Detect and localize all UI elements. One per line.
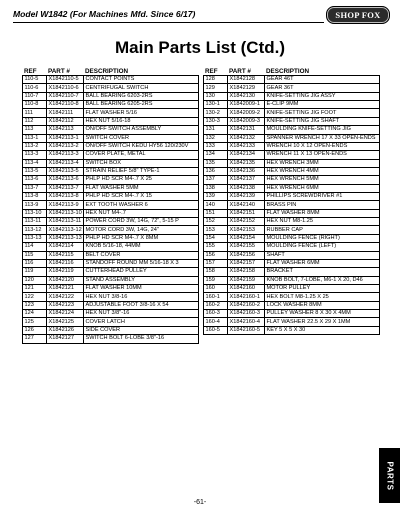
- table-row: [23, 284, 199, 292]
- description-cell: CENTRIFUGAL SWITCH: [84, 84, 199, 92]
- description-cell: POWER CORD 3W, 14G, 72", 5-15 P: [84, 218, 199, 226]
- description-cell: CUTTERHEAD PULLEY: [84, 268, 199, 276]
- table-row: [204, 109, 380, 117]
- table-row: [23, 318, 199, 326]
- ref-cell: 124: [23, 310, 47, 318]
- part-number-cell: X1842121: [47, 284, 84, 292]
- description-column-header: DESCRIPTION: [85, 67, 129, 75]
- ref-cell: 123: [23, 301, 47, 309]
- part-number-cell: X1842113-1: [47, 134, 84, 142]
- part-number-cell: X1842160-2: [228, 301, 265, 309]
- ref-cell: 113-6: [23, 176, 47, 184]
- description-cell: HEX WRENCH 6MM: [265, 184, 380, 192]
- description-cell: STRAIN RELIEF 5/8" TYPE-1: [84, 167, 199, 175]
- part-number-cell: X1842158: [228, 268, 265, 276]
- description-cell: HEX NUT 5/16-18: [84, 117, 199, 125]
- table-row: [204, 142, 380, 150]
- part-number-cell: X1842137: [228, 176, 265, 184]
- table-row: [23, 218, 199, 226]
- table-row: [204, 126, 380, 134]
- parts-table-left: [22, 67, 199, 344]
- part-column-header: PART #: [229, 67, 251, 75]
- part-number-cell: X1842153: [228, 226, 265, 234]
- ref-cell: 125: [23, 318, 47, 326]
- description-cell: FLAT WASHER 22.5 X 29 X 1MM: [265, 318, 380, 326]
- description-cell: HEX WRENCH 3MM: [265, 159, 380, 167]
- table-row: [204, 326, 380, 334]
- ref-cell: 116: [23, 259, 47, 267]
- parts-table-right: [203, 67, 380, 335]
- description-cell: BALL BEARING 6203-2RS: [84, 92, 199, 100]
- part-number-cell: X1842009-1: [228, 101, 265, 109]
- ref-cell: 130-2: [204, 109, 228, 117]
- part-number-cell: X1842135: [228, 159, 265, 167]
- part-number-cell: X1842151: [228, 209, 265, 217]
- table-row: [204, 310, 380, 318]
- table-row: [204, 318, 380, 326]
- table-row: [23, 243, 199, 251]
- ref-cell: 122: [23, 293, 47, 301]
- part-number-cell: X1842009-2: [228, 109, 265, 117]
- part-number-cell: X1842116: [47, 259, 84, 267]
- table-row: [204, 134, 380, 142]
- description-column-header: DESCRIPTION: [266, 67, 310, 75]
- description-cell: KEY 5 X 5 X 30: [265, 326, 380, 334]
- table-row: [23, 226, 199, 234]
- part-number-cell: X1842155: [228, 243, 265, 251]
- description-cell: FLAT WASHER 10MM: [84, 284, 199, 292]
- ref-cell: 160-3: [204, 310, 228, 318]
- table-row: [204, 193, 380, 201]
- part-number-cell: X1842125: [47, 318, 84, 326]
- part-column-header: PART #: [48, 67, 70, 75]
- ref-cell: 160-2: [204, 301, 228, 309]
- table-row: [23, 276, 199, 284]
- table-row: [204, 201, 380, 209]
- part-number-cell: X1842009-3: [228, 117, 265, 125]
- part-number-cell: X1842126: [47, 326, 84, 334]
- description-cell: HEX BOLT M8-1.25 X 25: [265, 293, 380, 301]
- part-number-cell: X1842110-8: [47, 101, 84, 109]
- part-number-cell: X1842113-9: [47, 201, 84, 209]
- ref-cell: 160-4: [204, 318, 228, 326]
- table-row: [204, 301, 380, 309]
- ref-cell: 113-12: [23, 226, 47, 234]
- description-cell: BALL BEARING 6205-2RS: [84, 101, 199, 109]
- table-row: [23, 167, 199, 175]
- description-cell: SPANNER WRENCH 17 X 33 OPEN-ENDS: [265, 134, 380, 142]
- part-number-cell: X1842138: [228, 184, 265, 192]
- description-cell: PHILLIPS SCREWDRIVER #1: [265, 193, 380, 201]
- table-row: [23, 159, 199, 167]
- description-cell: MOTOR PULLEY: [265, 284, 380, 292]
- ref-cell: 160: [204, 284, 228, 292]
- part-number-cell: X1842113-3: [47, 151, 84, 159]
- ref-cell: 129: [204, 84, 228, 92]
- description-cell: MOULDING FENCE (LEFT): [265, 243, 380, 251]
- part-number-cell: X1842113-4: [47, 159, 84, 167]
- description-cell: PHLP HD SCR M4-.7 X 15: [84, 193, 199, 201]
- part-number-cell: X1842140: [228, 201, 265, 209]
- table-row: [23, 293, 199, 301]
- part-number-cell: X1842120: [47, 276, 84, 284]
- description-cell: SWITCH BOLT 6-LOBE 3/8"-16: [84, 335, 199, 343]
- side-tab-label: PARTS: [385, 460, 394, 491]
- page-header: [0, 0, 400, 30]
- ref-cell: 114: [23, 243, 47, 251]
- ref-cell: 110-8: [23, 101, 47, 109]
- ref-cell: 132: [204, 134, 228, 142]
- ref-cell: 153: [204, 226, 228, 234]
- description-cell: KNIFE-SETTING JIG FOOT: [265, 109, 380, 117]
- ref-cell: 113-9: [23, 201, 47, 209]
- description-cell: MOULDING FENCE (RIGHT): [265, 234, 380, 242]
- part-number-cell: X1842113: [47, 126, 84, 134]
- part-number-cell: X1842113-10: [48, 209, 82, 216]
- part-number-cell: X1842131: [228, 126, 265, 134]
- table-row: [23, 268, 199, 276]
- description-cell: KNOB BOLT, 7-LOBE, M6-1 X 20, D46: [265, 276, 380, 284]
- description-cell: ON/OFF SWITCH ASSEMBLY: [84, 126, 199, 134]
- table-row: [23, 142, 199, 150]
- ref-cell: 110-7: [23, 92, 47, 100]
- part-number-cell: X1842113-12: [48, 226, 82, 233]
- ref-cell: 160-1: [204, 293, 228, 301]
- table-row: [204, 226, 380, 234]
- part-number-cell: X1842127: [47, 335, 84, 343]
- part-number-cell: X1842160-4: [228, 318, 265, 326]
- part-number-cell: X1842123: [47, 301, 84, 309]
- part-number-cell: X1842122: [47, 293, 84, 301]
- ref-cell: 113-4: [23, 159, 47, 167]
- description-cell: HEX WRENCH 5MM: [265, 176, 380, 184]
- ref-cell: 138: [204, 184, 228, 192]
- description-cell: STANDOFF ROUND MM 5/16-18 X 3: [84, 259, 199, 267]
- header-rule: [13, 22, 324, 23]
- ref-cell: 137: [204, 176, 228, 184]
- ref-column-header: REF: [24, 67, 37, 75]
- part-number-cell: X1842156: [228, 251, 265, 259]
- description-cell: CONTACT POINTS: [84, 76, 199, 84]
- part-number-cell: X1842124: [47, 310, 84, 318]
- table-row: [23, 234, 199, 242]
- description-cell: PHLP HD SCR M4-.7 X 8MM: [84, 234, 199, 242]
- ref-cell: 130-3: [204, 117, 228, 125]
- ref-cell: 127: [23, 335, 47, 343]
- ref-cell: 151: [204, 209, 228, 217]
- table-row: [204, 92, 380, 100]
- description-cell: SIDE COVER: [84, 326, 199, 334]
- part-number-cell: X1842110-7: [47, 92, 84, 100]
- part-number-cell: X1842159: [228, 276, 265, 284]
- table-row: [23, 335, 199, 343]
- table-row: [23, 326, 199, 334]
- description-cell: BRASS PIN: [265, 201, 380, 209]
- ref-cell: 156: [204, 251, 228, 259]
- part-number-cell: X1842113-5: [47, 167, 84, 175]
- part-number-cell: X1842139: [228, 193, 265, 201]
- ref-cell: 133: [204, 142, 228, 150]
- table-header-row: [204, 67, 380, 76]
- description-cell: KNIFE-SETTING JIG ASSY: [265, 92, 380, 100]
- table-row: [23, 259, 199, 267]
- description-cell: FLAT WASHER 5MM: [84, 184, 199, 192]
- description-cell: GEAR 36T: [265, 84, 380, 92]
- table-row: [23, 92, 199, 100]
- table-row: [23, 251, 199, 259]
- part-number-cell: X1842113-6: [47, 176, 84, 184]
- table-row: [204, 243, 380, 251]
- part-number-cell: X1842113-8: [47, 193, 84, 201]
- ref-cell: 134: [204, 151, 228, 159]
- description-cell: LOCK WASHER 8MM: [265, 301, 380, 309]
- ref-cell: 157: [204, 259, 228, 267]
- description-cell: HEX WRENCH 4MM: [265, 167, 380, 175]
- description-cell: SWITCH COVER: [84, 134, 199, 142]
- description-cell: BELT COVER: [84, 251, 199, 259]
- table-row: [204, 184, 380, 192]
- description-cell: ADJUSTABLE FOOT 3/8-16 X 54: [84, 301, 199, 309]
- table-row: [23, 201, 199, 209]
- description-cell: FLAT WASHER 6MM: [265, 259, 380, 267]
- ref-cell: 128: [204, 76, 228, 84]
- part-number-cell: X1842157: [228, 259, 265, 267]
- part-number-cell: X1842160-5: [228, 326, 265, 334]
- description-cell: WRENCH 11 X 13 OPEN-ENDS: [265, 151, 380, 159]
- ref-cell: 113-11: [23, 218, 47, 226]
- description-cell: BRACKET: [265, 268, 380, 276]
- description-cell: HEX NUT 3/8-16: [84, 293, 199, 301]
- ref-cell: 113-3: [23, 151, 47, 159]
- description-cell: RUBBER CAP: [265, 226, 380, 234]
- part-number-cell: X1842132: [228, 134, 265, 142]
- ref-cell: 139: [204, 193, 228, 201]
- table-row: [204, 167, 380, 175]
- part-number-cell: X1842110-5: [47, 76, 84, 84]
- ref-cell: 113: [23, 126, 47, 134]
- description-cell: WRENCH 10 X 12 OPEN-ENDS: [265, 142, 380, 150]
- part-number-cell: X1842160-3: [228, 310, 265, 318]
- table-row: [204, 284, 380, 292]
- part-number-cell: X1842160: [228, 284, 265, 292]
- part-number-cell: X1842129: [228, 84, 265, 92]
- table-row: [204, 209, 380, 217]
- part-number-cell: X1842154: [228, 234, 265, 242]
- part-number-cell: X1842152: [228, 218, 265, 226]
- part-number-cell: X1842111: [47, 109, 84, 117]
- description-cell: KNIFE-SETTING JIG SHAFT: [265, 117, 380, 125]
- table-row: [23, 209, 199, 217]
- description-cell: GEAR 46T: [265, 76, 380, 84]
- part-number-cell: X1842114: [47, 243, 84, 251]
- description-cell: E-CLIP 9MM: [265, 101, 380, 109]
- description-cell: FLAT WASHER 8MM: [265, 209, 380, 217]
- part-number-cell: X1842113-2: [47, 142, 84, 150]
- ref-cell: 112: [23, 117, 47, 125]
- description-cell: COVER LATCH: [84, 318, 199, 326]
- model-heading: Model W1842 (For Machines Mfd. Since 6/17): [13, 9, 196, 19]
- ref-cell: 154: [204, 234, 228, 242]
- ref-cell: 113-10: [23, 209, 47, 217]
- table-row: [204, 117, 380, 125]
- ref-cell: 113-1: [23, 134, 47, 142]
- ref-cell: 130-1: [204, 101, 228, 109]
- table-row: [23, 109, 199, 117]
- description-cell: COVER PLATE, METAL: [84, 151, 199, 159]
- logo-text: SHOP FOX: [335, 10, 381, 20]
- ref-cell: 110-5: [23, 76, 47, 84]
- page-number: -61-: [193, 499, 207, 506]
- description-cell: HEX NUT 3/8"-16: [84, 310, 199, 318]
- table-row: [23, 126, 199, 134]
- table-row: [23, 134, 199, 142]
- description-cell: SWITCH BOX: [84, 159, 199, 167]
- ref-cell: 131: [204, 126, 228, 134]
- ref-cell: 113-8: [23, 193, 47, 201]
- ref-cell: 140: [204, 201, 228, 209]
- part-number-cell: X1842113-11: [47, 218, 84, 226]
- part-number-cell: X1842133: [228, 142, 265, 150]
- ref-cell: 113-2: [23, 142, 47, 150]
- table-row: [23, 176, 199, 184]
- description-cell: HEX NUT M8-1.25: [265, 218, 380, 226]
- part-number-cell: X1842130: [228, 92, 265, 100]
- table-row: [23, 117, 199, 125]
- ref-cell: 135: [204, 159, 228, 167]
- table-row: [23, 193, 199, 201]
- table-row: [23, 301, 199, 309]
- part-number-cell: X1842136: [228, 167, 265, 175]
- description-cell: ON/OFF SWITCH KEDU HY56 120/230V: [84, 142, 199, 150]
- table-row: [23, 184, 199, 192]
- table-row: [204, 276, 380, 284]
- ref-cell: 136: [204, 167, 228, 175]
- table-header-row: [23, 67, 199, 76]
- table-row: [23, 76, 199, 84]
- table-row: [23, 310, 199, 318]
- table-row: [204, 234, 380, 242]
- ref-cell: 158: [204, 268, 228, 276]
- description-cell: KNOB 5/16-18, 44MM: [84, 243, 199, 251]
- part-number-cell: X1842113-13: [48, 235, 82, 241]
- description-cell: MOTOR CORD 3W, 14G, 24": [84, 226, 199, 234]
- table-row: [204, 101, 380, 109]
- part-number-cell: X1842115: [47, 251, 84, 259]
- table-row: [204, 259, 380, 267]
- ref-column-header: REF: [205, 67, 218, 75]
- description-cell: PULLEY WASHER 8 X 30 X 4MM: [265, 310, 380, 318]
- description-cell: EXT TOOTH WASHER 6: [84, 201, 199, 209]
- table-row: [204, 159, 380, 167]
- table-row: [204, 84, 380, 92]
- part-number-cell: X1842119: [47, 268, 84, 276]
- table-row: [204, 151, 380, 159]
- ref-cell: 110-6: [23, 84, 47, 92]
- table-row: [23, 84, 199, 92]
- part-number-cell: X1842110-6: [47, 84, 84, 92]
- table-row: [23, 101, 199, 109]
- table-row: [204, 76, 380, 84]
- ref-cell: 115: [23, 251, 47, 259]
- ref-cell: 113-13: [23, 234, 47, 242]
- part-number-cell: X1842134: [228, 151, 265, 159]
- description-cell: SHAFT: [265, 251, 380, 259]
- description-cell: PHLP HD SCR M4-.7 X 25: [84, 176, 199, 184]
- description-cell: FLAT WASHER 5/16: [84, 109, 199, 117]
- ref-cell: 130: [204, 92, 228, 100]
- ref-cell: 119: [23, 268, 47, 276]
- ref-cell: 159: [204, 276, 228, 284]
- ref-cell: 160-5: [204, 326, 228, 334]
- table-row: [204, 251, 380, 259]
- description-cell: STAND ASSEMBLY: [84, 276, 199, 284]
- part-number-cell: X1842113-7: [47, 184, 84, 192]
- part-number-cell: X1842112: [47, 117, 84, 125]
- ref-cell: 113-7: [23, 184, 47, 192]
- ref-cell: 113-5: [23, 167, 47, 175]
- description-cell: HEX NUT M4-.7: [84, 209, 199, 217]
- ref-cell: 111: [23, 109, 47, 117]
- ref-cell: 121: [23, 284, 47, 292]
- part-number-cell: X1842128: [228, 76, 265, 84]
- ref-cell: 120: [23, 276, 47, 284]
- page-title: Main Parts List (Ctd.): [114, 38, 285, 57]
- ref-cell: 155: [204, 243, 228, 251]
- table-row: [204, 268, 380, 276]
- ref-cell: 152: [204, 218, 228, 226]
- table-row: [204, 176, 380, 184]
- table-row: [204, 293, 380, 301]
- parts-section-tab: [379, 448, 400, 503]
- part-number-cell: X1842160-1: [228, 293, 265, 301]
- table-row: [204, 218, 380, 226]
- description-cell: MOULDING KNIFE-SETTING JIG: [265, 126, 380, 134]
- table-row: [23, 151, 199, 159]
- ref-cell: 126: [23, 326, 47, 334]
- shop-fox-logo: [326, 6, 390, 24]
